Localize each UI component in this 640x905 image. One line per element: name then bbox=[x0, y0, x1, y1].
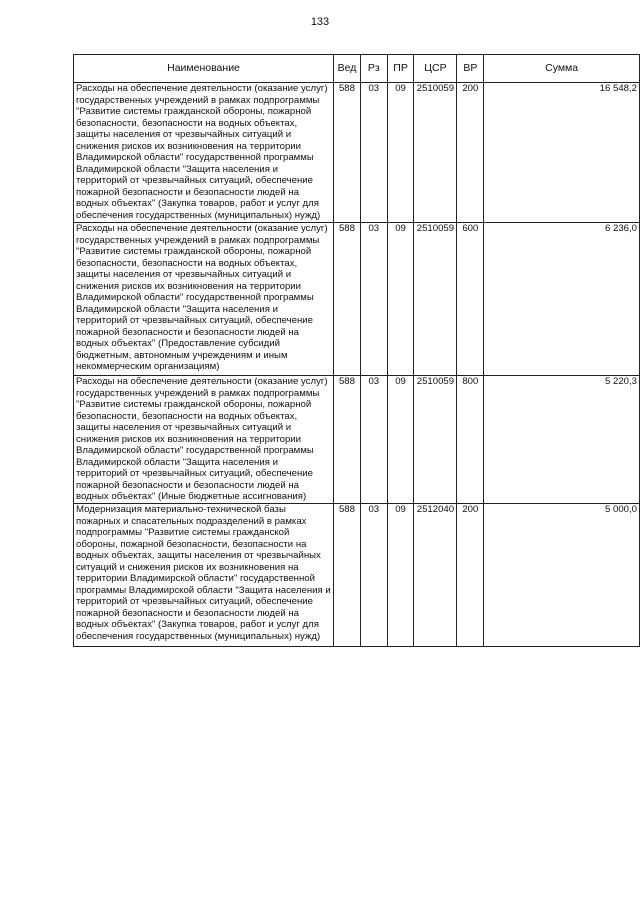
row-vr: 200 bbox=[457, 83, 484, 223]
row-rz: 03 bbox=[360, 83, 387, 223]
row-sum: 6 236,0 bbox=[484, 223, 640, 376]
table-row bbox=[74, 504, 640, 647]
row-name: Модернизация материально-технической базы пожарных и спасательных подразделений в рамках подпрограммы "Развитие системы гражданской обороны, пожарной безопасности, безопасности на водных объектах, защиты населения от чрезвычайных ситуаций и снижения рисков их возникновения на территории Владимирской области" государственной программы Владимирской области "Защита населения и территорий от чрезвычайных ситуаций, обеспечение пожарной безопасности и безопасности людей на водных объектах" (Закупка товаров, работ и услуг для обеспечения государственных (муниципальных) нужд) bbox=[74, 504, 334, 647]
header-sum: Сумма bbox=[484, 55, 640, 83]
header-rz: Рз bbox=[360, 55, 387, 83]
row-pr: 09 bbox=[387, 223, 414, 376]
row-sum: 16 548,2 bbox=[484, 83, 640, 223]
table-row bbox=[74, 83, 640, 223]
row-name: Расходы на обеспечение деятельности (оказание услуг) государственных учреждений в рамках подпрограммы "Развитие системы гражданской обороны, пожарной безопасности, безопасности на водных объектах, защиты населения от чрезвычайных ситуаций и снижения рисков их возникновения на территории Владимирской области" государственной программы Владимирской области "Защита населения и территорий от чрезвычайных ситуаций, обеспечение пожарной безопасности и безопасности людей на водных объектах" (Закупка товаров, работ и услуг для обеспечения государственных (муниципальных) нужд) bbox=[74, 83, 334, 223]
budget-table bbox=[73, 54, 640, 647]
row-name: Расходы на обеспечение деятельности (оказание услуг) государственных учреждений в рамках подпрограммы "Развитие системы гражданской обороны, пожарной безопасности, безопасности на водных объектах, защиты населения от чрезвычайных ситуаций и снижения рисков их возникновения на территории Владимирской области" государственной программы Владимирской области "Защита населения и территорий от чрезвычайных ситуаций, обеспечение пожарной безопасности и безопасности людей на водных объектах" (Иные бюджетные ассигнования) bbox=[74, 376, 334, 504]
row-pr: 09 bbox=[387, 376, 414, 504]
row-ved: 588 bbox=[334, 504, 361, 647]
row-csr: 2510059 bbox=[414, 223, 457, 376]
header-csr: ЦСР bbox=[414, 55, 457, 83]
row-ved: 588 bbox=[334, 83, 361, 223]
row-csr: 2510059 bbox=[414, 83, 457, 223]
row-rz: 03 bbox=[360, 504, 387, 647]
row-name: Расходы на обеспечение деятельности (оказание услуг) государственных учреждений в рамках подпрограммы "Развитие системы гражданской обороны, пожарной безопасности, безопасности на водных объектах, защиты населения от чрезвычайных ситуаций и снижения рисков их возникновения на территории Владимирской области" государственной программы Владимирской области "Защита населения и территорий от чрезвычайных ситуаций, обеспечение пожарной безопасности и безопасности людей на водных объектах" (Предоставление субсидий бюджетным, автономным учреждениям и иным некоммерческим организациям) bbox=[74, 223, 334, 376]
row-rz: 03 bbox=[360, 223, 387, 376]
row-csr: 2510059 bbox=[414, 376, 457, 504]
row-rz: 03 bbox=[360, 376, 387, 504]
row-sum: 5 220,3 bbox=[484, 376, 640, 504]
row-vr: 200 bbox=[457, 504, 484, 647]
row-ved: 588 bbox=[334, 223, 361, 376]
header-name: Наименование bbox=[74, 55, 334, 83]
header-ved: Вед bbox=[334, 55, 361, 83]
row-csr: 2512040 bbox=[414, 504, 457, 647]
row-ved: 588 bbox=[334, 376, 361, 504]
row-sum: 5 000,0 bbox=[484, 504, 640, 647]
header-vr: ВР bbox=[457, 55, 484, 83]
header-pr: ПР bbox=[387, 55, 414, 83]
row-pr: 09 bbox=[387, 504, 414, 647]
table-header-row bbox=[74, 55, 640, 83]
row-vr: 600 bbox=[457, 223, 484, 376]
table-row bbox=[74, 376, 640, 504]
table-row bbox=[74, 223, 640, 376]
row-pr: 09 bbox=[387, 83, 414, 223]
page-number: 133 bbox=[310, 16, 330, 28]
row-vr: 800 bbox=[457, 376, 484, 504]
